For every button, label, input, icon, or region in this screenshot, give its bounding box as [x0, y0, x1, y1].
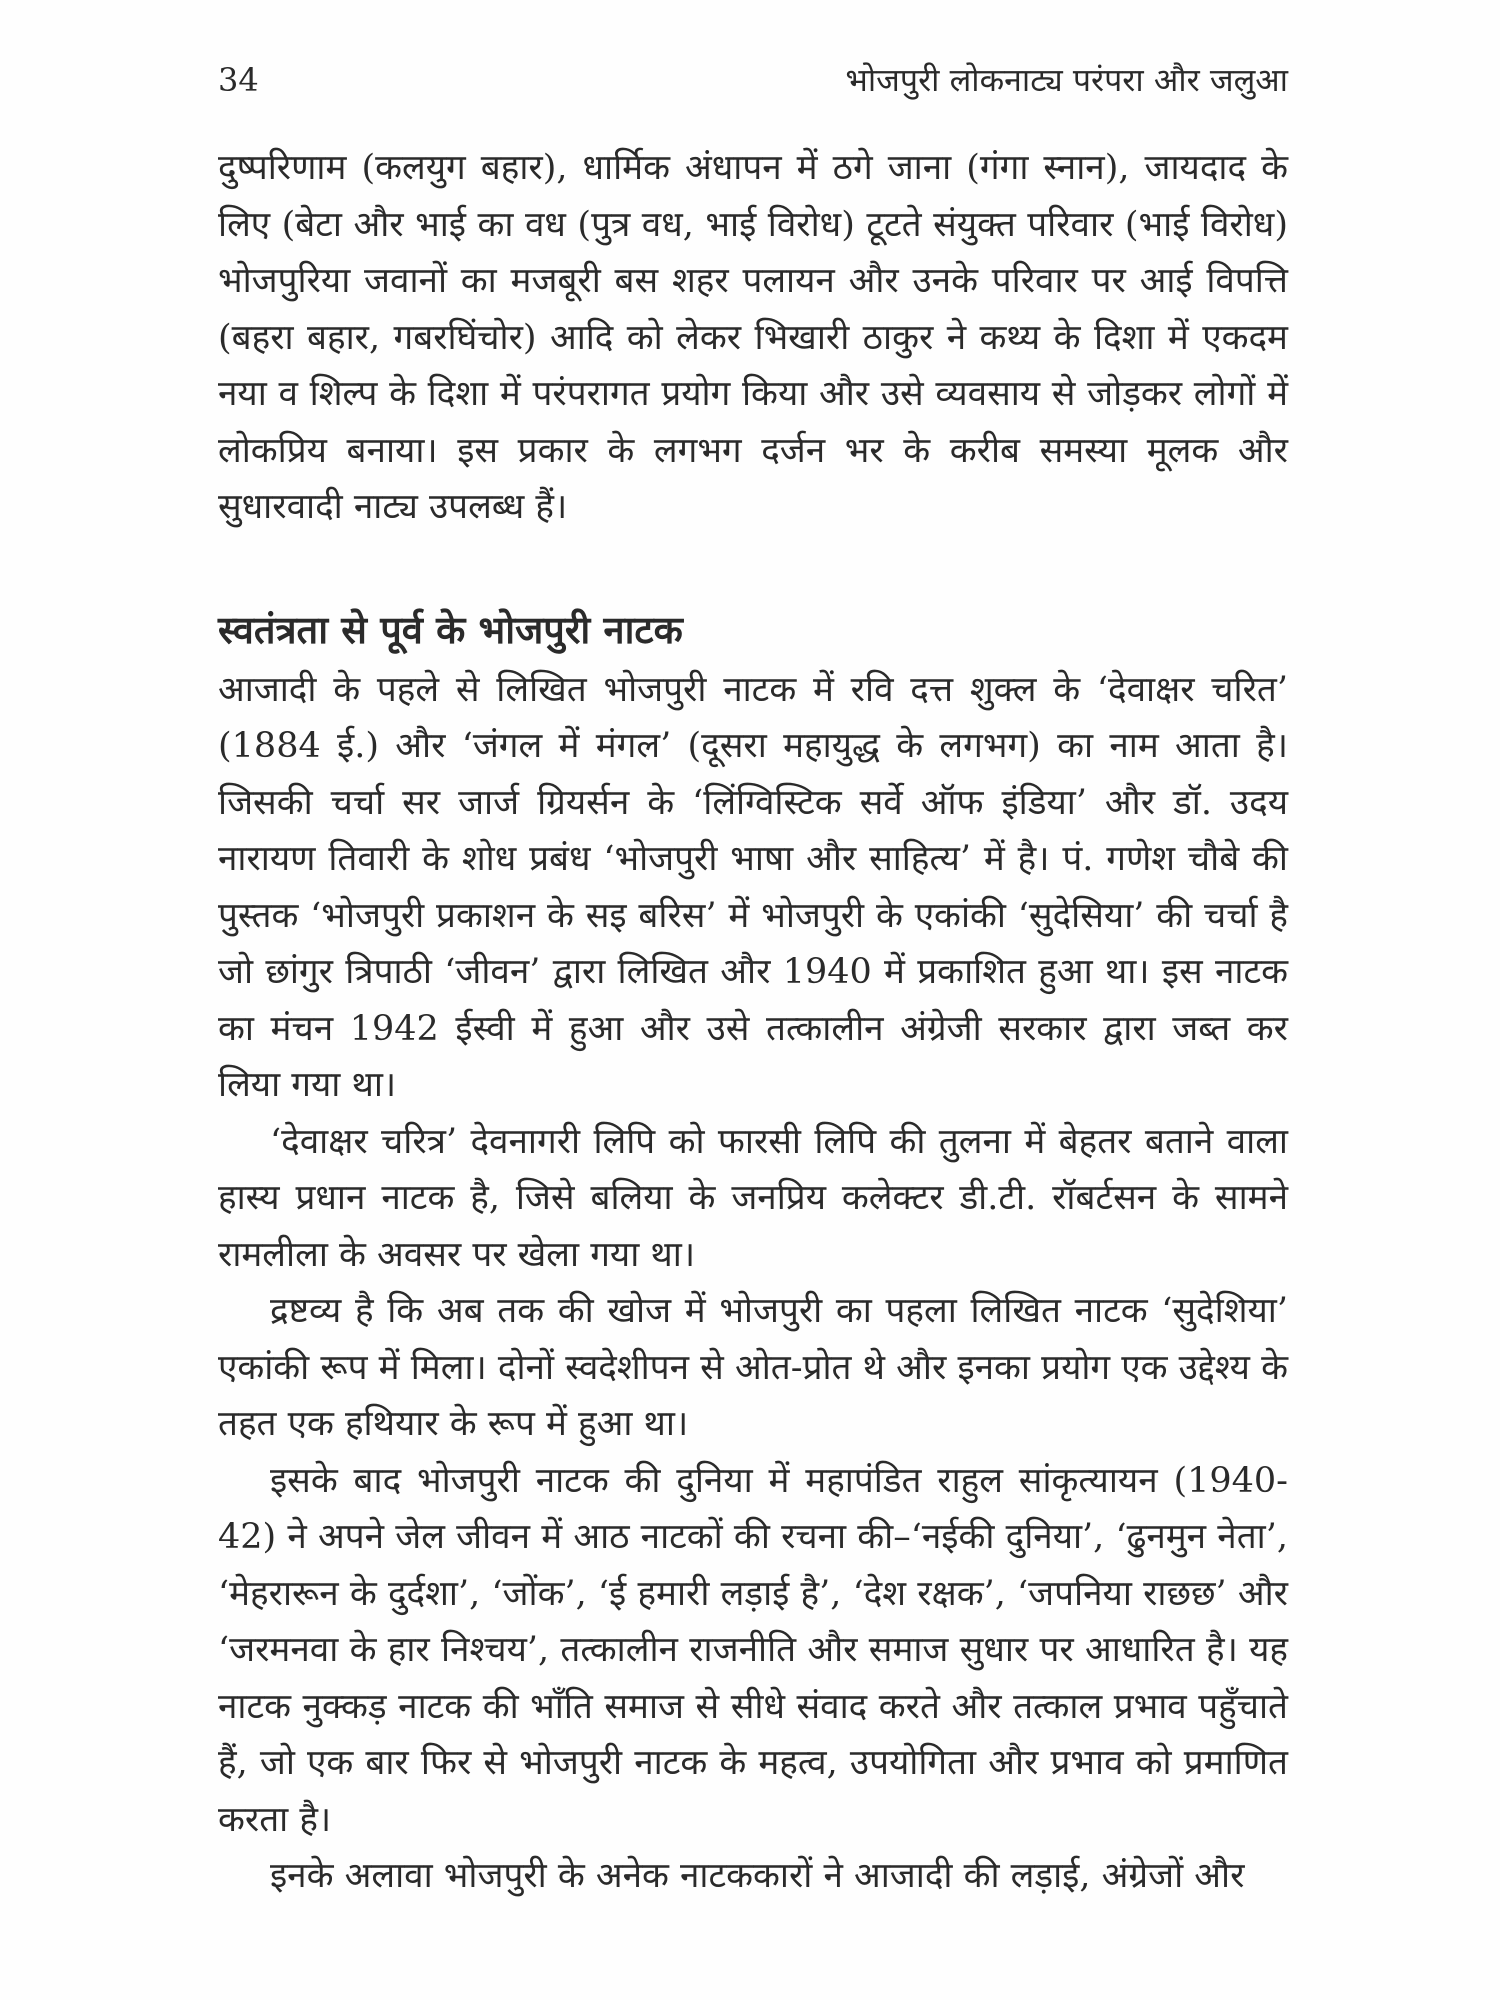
- page-body: [218, 140, 1288, 1905]
- page-number: 34: [218, 61, 259, 99]
- paragraph: द्रष्टव्य है कि अब तक की खोज में भोजपुरी का पहला लिखित नाटक ‘सुदेशिया’ एकांकी रूप में मिला। दोनों स्वदेशीपन से ओत-प्रोत थे और इनका प्रयोग एक उद्देश्य के तहत एक हथियार के रूप में हुआ था।: [218, 1291, 1288, 1444]
- paragraph: इनके अलावा भोजपुरी के अनेक नाटककारों ने आजादी की लड़ाई, अंग्रेजों और: [270, 1856, 1245, 1896]
- page-header: [218, 58, 1288, 108]
- running-title: भोजपुरी लोकनाट्य परंपरा और जलुआ: [845, 61, 1288, 99]
- paragraph: आजादी के पहले से लिखित भोजपुरी नाटक में रवि दत्त शुक्ल के ‘देवाक्षर चरित’ (1884 ई.) और ‘जंगल में मंगल’ (दूसरा महायुद्ध के लगभग) का नाम आता है। जिसकी चर्चा सर जार्ज ग्रियर्सन के ‘लिंग्विस्टिक सर्वे ऑफ इंडिया’ और डॉ. उदय नारायण तिवारी के शोध प्रबंध ‘भोजपुरी भाषा और साहित्य’ में है। पं. गणेश चौबे की पुस्तक ‘भोजपुरी प्रकाशन के सइ बरिस’ में भोजपुरी के एकांकी ‘सुदेसिया’ की चर्चा है जो छांगुर त्रिपाठी ‘जीवन’ द्वारा लिखित और 1940 में प्रकाशित हुआ था। इस नाटक का मंचन 1942 ईस्वी में हुआ और उसे तत्कालीन अंग्रेजी सरकार द्वारा जब्त कर लिया गया था।: [218, 669, 1288, 1105]
- paragraph-continued: दुष्परिणाम (कलयुग बहार), धार्मिक अंधापन में ठगे जाना (गंगा स्नान), जायदाद के लिए (बेटा और भाई का वध (पुत्र वध, भाई विरोध) टूटते संयुक्त परिवार (भाई विरोध) भोजपुरिया जवानों का मजबूरी बस शहर पलायन और उनके परिवार पर आई विपत्ति (बहरा बहार, गबरघिंचोर) आदि को लेकर भिखारी ठाकुर ने कथ्य के दिशा में एकदम नया व शिल्प के दिशा में परंपरागत प्रयोग किया और उसे व्यवसाय से जोड़कर लोगों में लोकप्रिय बनाया। इस प्रकार के लगभग दर्जन भर के करीब समस्या मूलक और सुधारवादी नाट्य उपलब्ध हैं।: [218, 148, 1288, 527]
- paragraph: इसके बाद भोजपुरी नाटक की दुनिया में महापंडित राहुल सांकृत्यायन (1940-42) ने अपने जेल जीवन में आठ नाटकों की रचना की–‘नईकी दुनिया’, ‘ढुनमुन नेता’, ‘मेहरारून के दुर्दशा’, ‘जोंक’, ‘ई हमारी लड़ाई है’, ‘देश रक्षक’, ‘जपनिया राछछ’ और ‘जरमनवा के हार निश्चय’, तत्कालीन राजनीति और समाज सुधार पर आधारित है। यह नाटक नुक्कड़ नाटक की भाँति समाज से सीधे संवाद करते और तत्काल प्रभाव पहुँचाते हैं, जो एक बार फिर से भोजपुरी नाटक के महत्व, उपयोगिता और प्रभाव को प्रमाणित करता है।: [218, 1460, 1288, 1840]
- section-heading: स्वतंत्रता से पूर्व के भोजपुरी नाटक: [218, 606, 683, 652]
- paragraph: ‘देवाक्षर चरित्र’ देवनागरी लिपि को फारसी लिपि की तुलना में बेहतर बताने वाला हास्य प्रधान नाटक है, जिसे बलिया के जनप्रिय कलेक्टर डी.टी. रॉबर्टसन के सामने रामलीला के अवसर पर खेला गया था।: [218, 1121, 1288, 1275]
